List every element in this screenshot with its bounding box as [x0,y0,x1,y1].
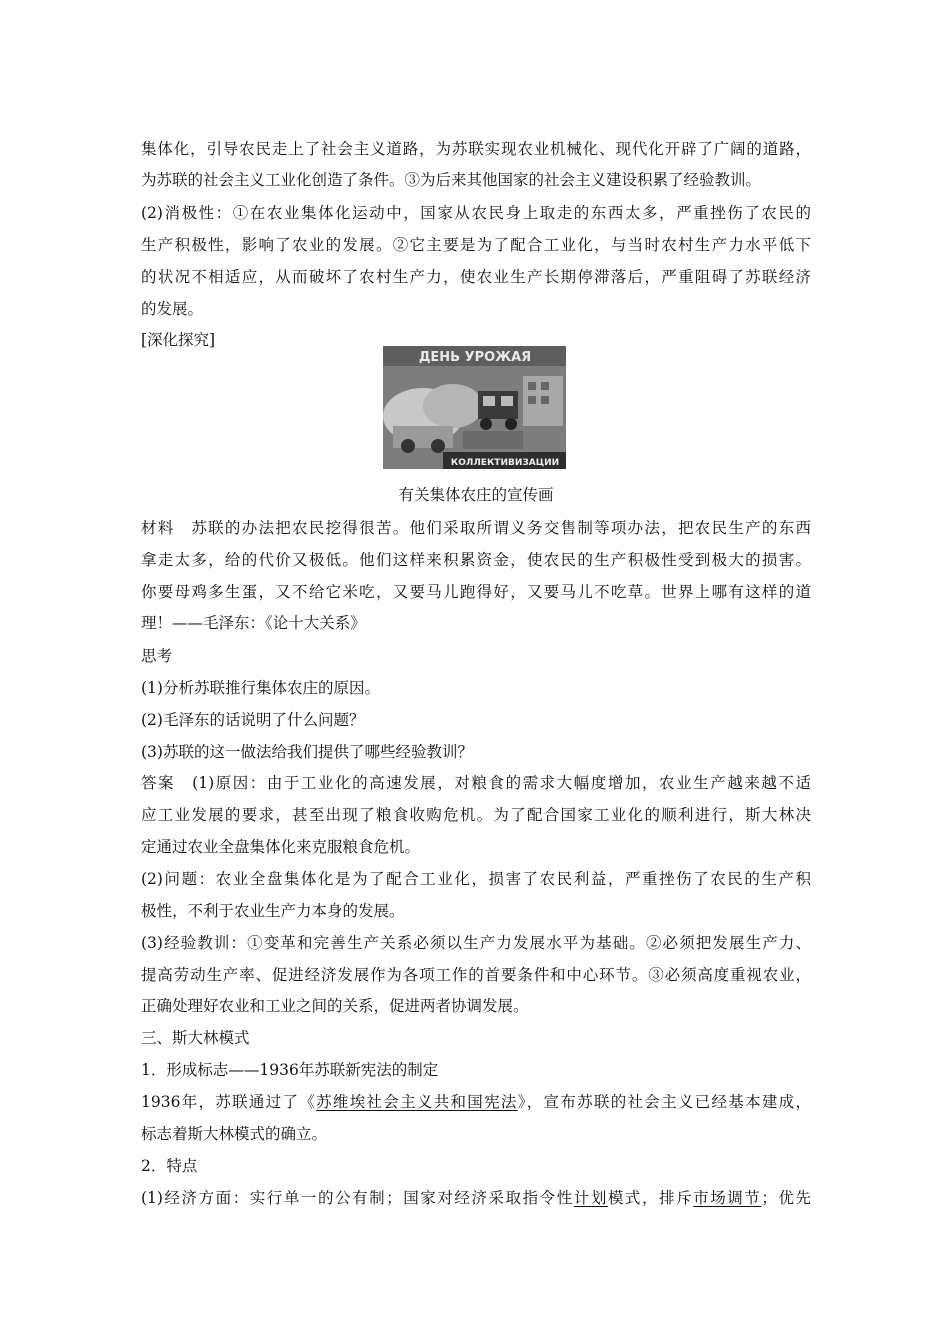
material-line2: 拿走太多，给的代价又极低。他们这样来积累资金，使农民的生产积极性受到极大的损害。 [141,551,811,569]
para1-line1: 集体化，引导农民走上了社会主义道路，为苏联实现农业机械化、现代化开辟了广阔的道路， [141,140,811,158]
section-3-subheading-2: 2．特点 [141,1157,198,1175]
para2-line3: 的状况不相适应，从而破坏了农村生产力，使农业生产长期停滞落后，严重阻碍了苏联经济 [141,268,811,286]
answer-3-line2: 提高劳动生产率、促进经济发展作为各项工作的首要条件和中心环节。③必须高度重视农业， [141,966,811,984]
constitution-text-before: 1936年，苏联通过了《 [141,1093,317,1111]
material-line1: 材料 苏联的办法把农民挖得很苦。他们采取所谓义务交售制等项办法，把农民生产的东西 [141,519,811,537]
answer-3-line1: (3)经验教训：①变革和完善生产关系必须以生产力发展水平为基础。②必须把发展生产力、 [141,934,811,952]
poster-bottom-text: КОЛЛЕКТИВИЗАЦИИ [450,458,560,468]
plan-link[interactable]: 计划 [573,1189,608,1207]
think-question-3: (3)苏联的这一做法给我们提供了哪些经验教训？ [141,743,473,761]
para1-line2: 为苏联的社会主义工业化创造了条件。③为后来其他国家的社会主义建设积累了经验教训。 [141,171,762,189]
answer-1-line2: 应工业发展的要求，甚至出现了粮食收购危机。为了配合国家工业化的顺利进行，斯大林决 [141,806,811,824]
para2-line1: (2)消极性：①在农业集体化运动中，国家从农民身上取走的东西太多，严重挫伤了农民的 [141,204,811,222]
material-line3: 你要母鸡多生蛋，又不给它米吃，又要马儿跑得好，又要马儿不吃草。世界上哪有这样的道 [141,583,811,601]
section-3-heading: 三、斯大林模式 [141,1029,250,1047]
answer-1-line1: 答案 (1)原因：由于工业化的高速发展，对粮食的需求大幅度增加，农业生产越来越不适 [141,774,811,792]
section-3-para1-line1 [141,1092,811,1112]
market-regulation-link[interactable]: 市场调节 [693,1189,762,1207]
answer-1-line3: 定通过农业全盘集体化来克服粮食危机。 [141,838,421,856]
answer-2-line2: 极性，不利于农业生产力本身的发展。 [141,902,405,920]
answer-2-line1: (2)问题：农业全盘集体化是为了配合工业化，损害了农民利益，严重挫伤了农民的生产积 [141,870,811,888]
constitution-link[interactable]: 苏维埃社会主义共和国宪法 [316,1093,518,1111]
think-question-1: (1)分析苏联推行集体农庄的原因。 [141,679,380,697]
answer-3-line3: 正确处理好农业和工业之间的关系，促进两者协调发展。 [141,997,529,1015]
economy-text-c: ；优先 [761,1189,811,1207]
para2-line4: 的发展。 [141,300,204,318]
economy-text-b: 模式，排斥 [607,1189,694,1207]
para2-line2: 生产积极性，影响了农业的发展。②它主要是为了配合工业化，与当时农村生产力水平低下 [141,236,811,254]
economy-text-a: (1)经济方面：实行单一的公有制；国家对经济采取指令性 [141,1189,574,1207]
deep-explore-heading: [深化探究] [141,331,216,349]
think-question-2: (2)毛泽东的话说明了什么问题？ [141,711,365,729]
collective-farm-poster-image [383,346,566,469]
poster-top-text: ДЕНЬ УРОЖАЯ [418,350,532,365]
constitution-text-after: 》，宣布苏联的社会主义已经基本建成， [517,1093,811,1111]
material-line4: 理！——毛泽东：《论十大关系》 [141,614,366,632]
poster-illustration [383,346,566,469]
section-3-subheading-1: 1．形成标志——1936年苏联新宪法的制定 [141,1061,439,1079]
section-3-para2-line1 [141,1188,811,1208]
figure-caption: 有关集体农庄的宣传画 [398,486,554,504]
section-3-para1-line2: 标志着斯大林模式的确立。 [141,1125,328,1143]
think-heading: 思考 [141,647,173,665]
